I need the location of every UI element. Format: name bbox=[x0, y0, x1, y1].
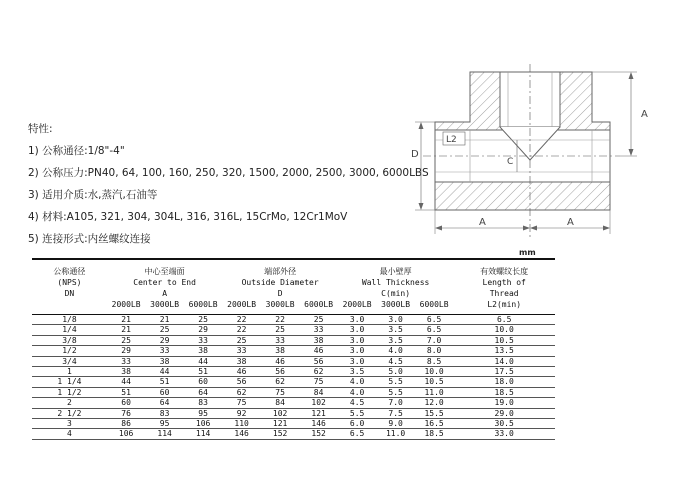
header-thread-en2: Thread bbox=[489, 289, 519, 298]
table-cell: 17.5 bbox=[453, 367, 555, 377]
header-nps-en2: DN bbox=[64, 289, 75, 298]
table-cell: 21 bbox=[145, 315, 184, 325]
feature-connection: 5) 连接形式:内丝螺纹连接 bbox=[28, 233, 151, 245]
unit-label: mm bbox=[519, 248, 536, 257]
class-outside-6000: 6000LB bbox=[304, 300, 334, 309]
table-cell: 60 bbox=[145, 387, 184, 397]
table-row bbox=[32, 387, 555, 397]
table-cell: 6.5 bbox=[415, 315, 454, 325]
dim-c: C bbox=[507, 157, 514, 167]
table-cell: 5.5 bbox=[376, 387, 415, 397]
table-cell: 84 bbox=[299, 387, 338, 397]
table-cell: 22 bbox=[222, 325, 261, 335]
table-cell: 146 bbox=[299, 419, 338, 429]
table-cell: 1 1/2 bbox=[32, 387, 107, 397]
table-cell: 3.0 bbox=[338, 356, 377, 366]
table-cell: 29 bbox=[145, 335, 184, 345]
header-outside-diameter bbox=[222, 260, 338, 299]
header-wall-thickness bbox=[338, 260, 454, 299]
table-cell: 3 bbox=[32, 419, 107, 429]
table-cell: 25 bbox=[184, 315, 223, 325]
table-cell: 4.5 bbox=[338, 398, 377, 408]
table-cell: 46 bbox=[222, 367, 261, 377]
table-cell: 12.0 bbox=[415, 398, 454, 408]
header-center-en1: Center to End bbox=[133, 278, 196, 287]
table-cell: 51 bbox=[145, 377, 184, 387]
table-row bbox=[32, 419, 555, 429]
table-cell: 29 bbox=[184, 325, 223, 335]
table-row bbox=[32, 325, 555, 335]
class-wall-3000: 3000LB bbox=[381, 300, 411, 309]
class-outside-2000: 2000LB bbox=[227, 300, 257, 309]
table-cell: 83 bbox=[145, 408, 184, 418]
table-row bbox=[32, 398, 555, 408]
table-cell: 3.0 bbox=[338, 346, 377, 356]
table-cell: 10.0 bbox=[415, 367, 454, 377]
dim-a-right: A bbox=[567, 217, 574, 228]
table-cell: 60 bbox=[107, 398, 146, 408]
table-cell: 21 bbox=[107, 315, 146, 325]
table-cell: 29.0 bbox=[453, 408, 555, 418]
table-cell: 33 bbox=[299, 325, 338, 335]
table-cell: 3.0 bbox=[338, 315, 377, 325]
table-cell: 3.5 bbox=[338, 367, 377, 377]
table-cell: 7.0 bbox=[376, 398, 415, 408]
table-row bbox=[32, 346, 555, 356]
table-cell: 146 bbox=[222, 429, 261, 439]
table-cell: 75 bbox=[261, 387, 300, 397]
table-cell: 16.5 bbox=[415, 419, 454, 429]
table-cell: 44 bbox=[145, 367, 184, 377]
header-outside-zh: 端部外径 bbox=[264, 267, 297, 276]
table-cell: 1 bbox=[32, 367, 107, 377]
table-cell: 38 bbox=[184, 346, 223, 356]
dim-d: D bbox=[411, 149, 419, 160]
table-cell: 9.0 bbox=[376, 419, 415, 429]
dim-l2: L2 bbox=[446, 135, 457, 145]
table-cell: 25 bbox=[107, 335, 146, 345]
table-cell: 1 1/4 bbox=[32, 377, 107, 387]
header-nps-en1: (NPS) bbox=[57, 278, 82, 287]
table-cell: 5.0 bbox=[376, 367, 415, 377]
table-cell: 4.0 bbox=[376, 346, 415, 356]
table-row bbox=[32, 335, 555, 345]
table-cell: 4.0 bbox=[338, 387, 377, 397]
table-cell: 62 bbox=[222, 387, 261, 397]
feature-medium: 3) 适用介质:水,蒸汽,石油等 bbox=[28, 189, 158, 201]
table-cell: 38 bbox=[107, 367, 146, 377]
table-cell: 2 bbox=[32, 398, 107, 408]
table-cell: 10.0 bbox=[453, 325, 555, 335]
feature-nominal-size: 1) 公称通径:1/8"-4" bbox=[28, 145, 125, 157]
table-cell: 4.5 bbox=[376, 356, 415, 366]
table-cell: 30.5 bbox=[453, 419, 555, 429]
header-thread-length bbox=[453, 260, 555, 315]
table-cell: 25 bbox=[299, 315, 338, 325]
table-cell: 62 bbox=[261, 377, 300, 387]
header-nps bbox=[32, 260, 107, 299]
table-cell: 95 bbox=[184, 408, 223, 418]
table-cell: 51 bbox=[184, 367, 223, 377]
table-cell: 38 bbox=[145, 356, 184, 366]
table-cell: 6.5 bbox=[338, 429, 377, 439]
table-cell: 64 bbox=[145, 398, 184, 408]
table-cell: 7.0 bbox=[415, 335, 454, 345]
header-outside-en1: Outside Diameter bbox=[241, 278, 319, 287]
table-cell: 3.0 bbox=[338, 335, 377, 345]
table-cell: 4.0 bbox=[338, 377, 377, 387]
table-cell: 152 bbox=[261, 429, 300, 439]
table-cell: 8.5 bbox=[415, 356, 454, 366]
table-cell: 102 bbox=[261, 408, 300, 418]
class-center-6000: 6000LB bbox=[188, 300, 218, 309]
table-cell: 21 bbox=[107, 325, 146, 335]
features-section bbox=[28, 118, 429, 250]
table-row bbox=[32, 356, 555, 366]
header-center-to-end bbox=[107, 260, 223, 299]
header-wall-en1: Wall Thickness bbox=[361, 278, 430, 287]
table-cell: 121 bbox=[261, 419, 300, 429]
table-cell: 46 bbox=[261, 356, 300, 366]
table-row bbox=[32, 315, 555, 325]
table-cell: 6.0 bbox=[338, 419, 377, 429]
table-cell: 33 bbox=[222, 346, 261, 356]
table-cell: 6.5 bbox=[453, 315, 555, 325]
table-cell: 152 bbox=[299, 429, 338, 439]
table-cell: 62 bbox=[299, 367, 338, 377]
tee-fitting-drawing bbox=[405, 62, 655, 242]
features-title: 特性: bbox=[28, 123, 53, 135]
header-thread-zh: 有效螺纹长度 bbox=[480, 267, 529, 276]
class-wall-6000: 6000LB bbox=[419, 300, 449, 309]
table-cell: 1/8 bbox=[32, 315, 107, 325]
class-wall-2000: 2000LB bbox=[342, 300, 372, 309]
table-cell: 56 bbox=[222, 377, 261, 387]
spec-table-body bbox=[32, 315, 555, 440]
table-cell: 22 bbox=[222, 315, 261, 325]
table-cell: 60 bbox=[184, 377, 223, 387]
table-cell: 18.5 bbox=[415, 429, 454, 439]
header-center-en2: A bbox=[162, 289, 168, 298]
table-cell: 3/4 bbox=[32, 356, 107, 366]
table-cell: 75 bbox=[299, 377, 338, 387]
table-cell: 56 bbox=[299, 356, 338, 366]
table-cell: 33.0 bbox=[453, 429, 555, 439]
spec-table bbox=[32, 258, 555, 440]
table-cell: 11.0 bbox=[376, 429, 415, 439]
table-cell: 44 bbox=[107, 377, 146, 387]
dim-a-left: A bbox=[479, 217, 486, 228]
table-cell: 15.5 bbox=[415, 408, 454, 418]
table-cell: 14.0 bbox=[453, 356, 555, 366]
feature-nominal-pressure: 2) 公称压力:PN40, 64, 100, 160, 250, 320, 1500, 2000, 2500, 3000, 6000LBS bbox=[28, 167, 429, 179]
table-cell: 2 1/2 bbox=[32, 408, 107, 418]
table-cell: 6.5 bbox=[415, 325, 454, 335]
table-cell: 33 bbox=[261, 335, 300, 345]
table-cell: 75 bbox=[222, 398, 261, 408]
table-cell: 106 bbox=[107, 429, 146, 439]
header-wall-en2: C(min) bbox=[381, 289, 411, 298]
table-cell: 110 bbox=[222, 419, 261, 429]
table-cell: 92 bbox=[222, 408, 261, 418]
table-cell: 25 bbox=[145, 325, 184, 335]
table-cell: 19.0 bbox=[453, 398, 555, 408]
table-cell: 95 bbox=[145, 419, 184, 429]
table-cell: 3/8 bbox=[32, 335, 107, 345]
table-row bbox=[32, 429, 555, 439]
table-cell: 76 bbox=[107, 408, 146, 418]
table-cell: 25 bbox=[261, 325, 300, 335]
table-row bbox=[32, 377, 555, 387]
header-wall-zh: 最小壁厚 bbox=[379, 267, 412, 276]
header-nps-zh: 公称通径 bbox=[53, 267, 86, 276]
table-cell: 5.5 bbox=[338, 408, 377, 418]
table-cell: 5.5 bbox=[376, 377, 415, 387]
header-center-zh: 中心至端面 bbox=[144, 267, 185, 276]
header-thread-en3: L2(min) bbox=[487, 300, 522, 309]
table-cell: 33 bbox=[145, 346, 184, 356]
table-cell: 38 bbox=[299, 335, 338, 345]
table-cell: 13.5 bbox=[453, 346, 555, 356]
table-cell: 56 bbox=[261, 367, 300, 377]
table-cell: 18.0 bbox=[453, 377, 555, 387]
table-cell: 10.5 bbox=[453, 335, 555, 345]
table-cell: 8.0 bbox=[415, 346, 454, 356]
class-center-3000: 3000LB bbox=[150, 300, 180, 309]
table-cell: 86 bbox=[107, 419, 146, 429]
table-cell: 51 bbox=[107, 387, 146, 397]
table-cell: 10.5 bbox=[415, 377, 454, 387]
table-cell: 106 bbox=[184, 419, 223, 429]
table-cell: 3.0 bbox=[376, 315, 415, 325]
table-cell: 83 bbox=[184, 398, 223, 408]
table-cell: 44 bbox=[184, 356, 223, 366]
table-cell: 38 bbox=[222, 356, 261, 366]
feature-material: 4) 材料:A105, 321, 304, 304L, 316, 316L, 15CrMo, 12Cr1MoV bbox=[28, 211, 348, 223]
class-outside-3000: 3000LB bbox=[265, 300, 295, 309]
table-cell: 4 bbox=[32, 429, 107, 439]
table-cell: 46 bbox=[299, 346, 338, 356]
table-cell: 7.5 bbox=[376, 408, 415, 418]
table-cell: 29 bbox=[107, 346, 146, 356]
table-cell: 33 bbox=[107, 356, 146, 366]
table-cell: 114 bbox=[184, 429, 223, 439]
table-cell: 3.5 bbox=[376, 325, 415, 335]
table-cell: 84 bbox=[261, 398, 300, 408]
table-cell: 1/4 bbox=[32, 325, 107, 335]
dim-a-vertical: A bbox=[641, 109, 648, 120]
header-thread-en1: Length of bbox=[482, 278, 526, 287]
table-cell: 38 bbox=[261, 346, 300, 356]
table-cell: 18.5 bbox=[453, 387, 555, 397]
header-outside-en2: D bbox=[277, 289, 283, 298]
table-cell: 11.0 bbox=[415, 387, 454, 397]
table-row bbox=[32, 408, 555, 418]
table-cell: 3.5 bbox=[376, 335, 415, 345]
table-cell: 33 bbox=[184, 335, 223, 345]
table-cell: 25 bbox=[222, 335, 261, 345]
table-cell: 64 bbox=[184, 387, 223, 397]
table-row bbox=[32, 367, 555, 377]
class-center-2000: 2000LB bbox=[111, 300, 141, 309]
table-cell: 102 bbox=[299, 398, 338, 408]
table-cell: 121 bbox=[299, 408, 338, 418]
table-cell: 3.0 bbox=[338, 325, 377, 335]
table-cell: 114 bbox=[145, 429, 184, 439]
table-cell: 1/2 bbox=[32, 346, 107, 356]
table-cell: 22 bbox=[261, 315, 300, 325]
